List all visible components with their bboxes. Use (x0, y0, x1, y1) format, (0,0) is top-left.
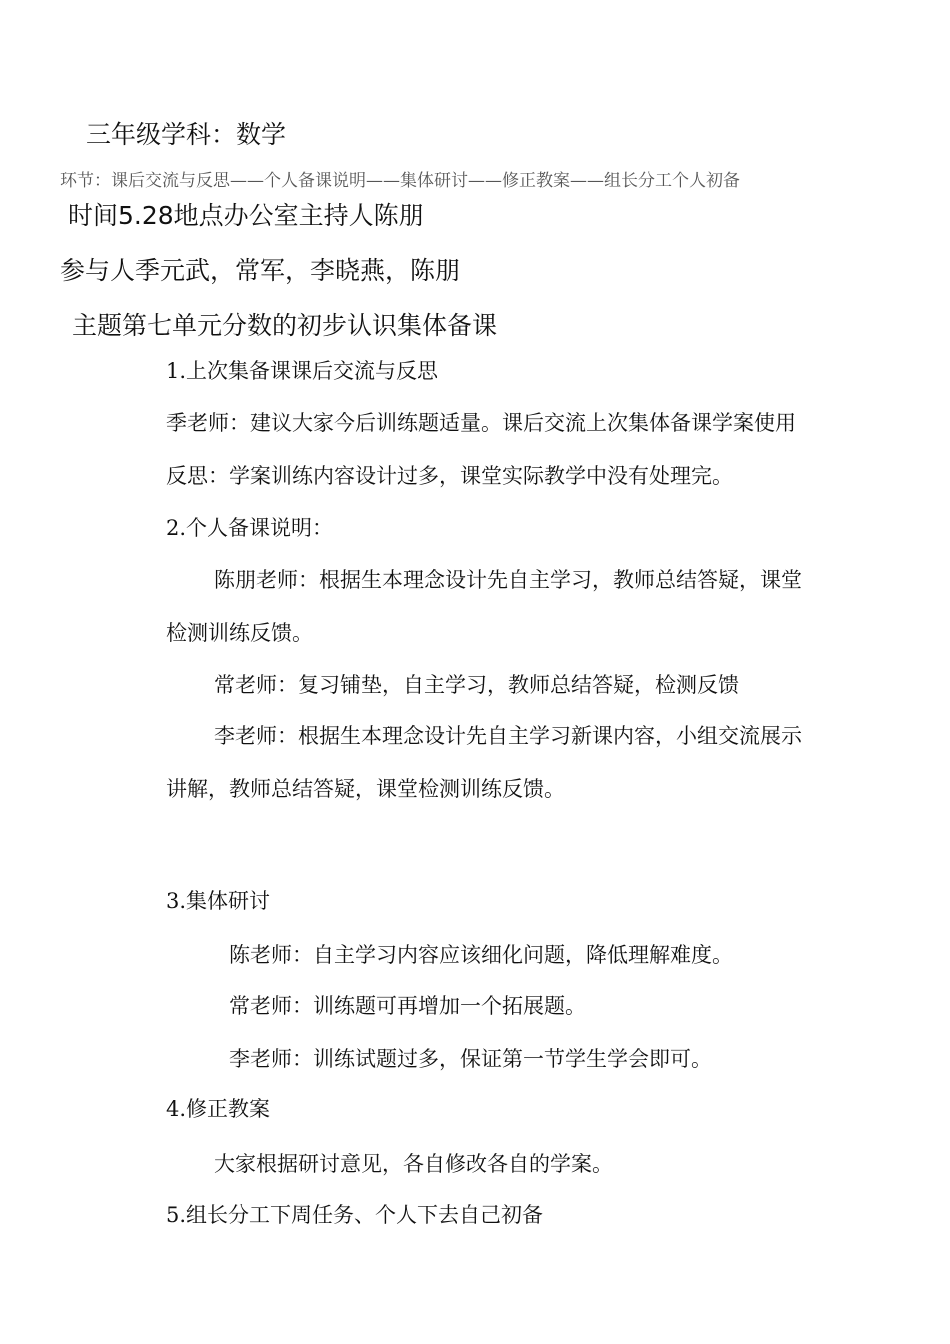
participants-line: 参与人季元武，常军，李晓燕，陈朋 (60, 256, 461, 285)
process-steps-line: 环节：课后交流与反思——个人备课说明——集体研讨——修正教案——组长分工个人初备 (60, 171, 740, 191)
section-2-title: 2.个人备课说明： (166, 516, 334, 540)
section-3-title: 3.集体研讨 (166, 889, 271, 913)
section-2-li-line-2: 讲解，教师总结答疑，课堂检测训练反馈。 (166, 777, 565, 801)
section-2-chang-line: 常老师：复习铺垫，自主学习，教师总结答疑，检测反馈 (214, 673, 739, 697)
grade-subject-heading: 三年级学科：数学 (86, 120, 287, 149)
section-3-chang-line: 常老师：训练题可再增加一个拓展题。 (229, 994, 586, 1018)
section-1-line-2: 反思：学案训练内容设计过多，课堂实际教学中没有处理完。 (166, 464, 733, 488)
section-1-line-1: 季老师：建议大家今后训练题适量。课后交流上次集体备课学案使用 (166, 411, 796, 435)
section-4-title: 4.修正教案 (166, 1097, 271, 1121)
section-5-title: 5.组长分工下周任务、个人下去自己初备 (166, 1203, 544, 1227)
section-3-chen-line: 陈老师：自主学习内容应该细化问题，降低理解难度。 (229, 943, 733, 967)
time-place-host-line: 时间5.28地点办公室主持人陈朋 (68, 201, 424, 230)
section-4-line-1: 大家根据研讨意见，各自修改各自的学案。 (214, 1152, 613, 1176)
section-3-li-line: 李老师：训练试题过多，保证第一节学生学会即可。 (229, 1047, 712, 1071)
topic-line: 主题第七单元分数的初步认识集体备课 (72, 311, 498, 340)
section-1-title: 1.上次集备课课后交流与反思 (166, 359, 439, 383)
section-2-chenpeng-line-1: 陈朋老师：根据生本理念设计先自主学习，教师总结答疑，课堂 (214, 568, 802, 592)
section-2-chenpeng-line-2: 检测训练反馈。 (166, 621, 313, 645)
section-2-li-line-1: 李老师：根据生本理念设计先自主学习新课内容，小组交流展示 (214, 724, 802, 748)
